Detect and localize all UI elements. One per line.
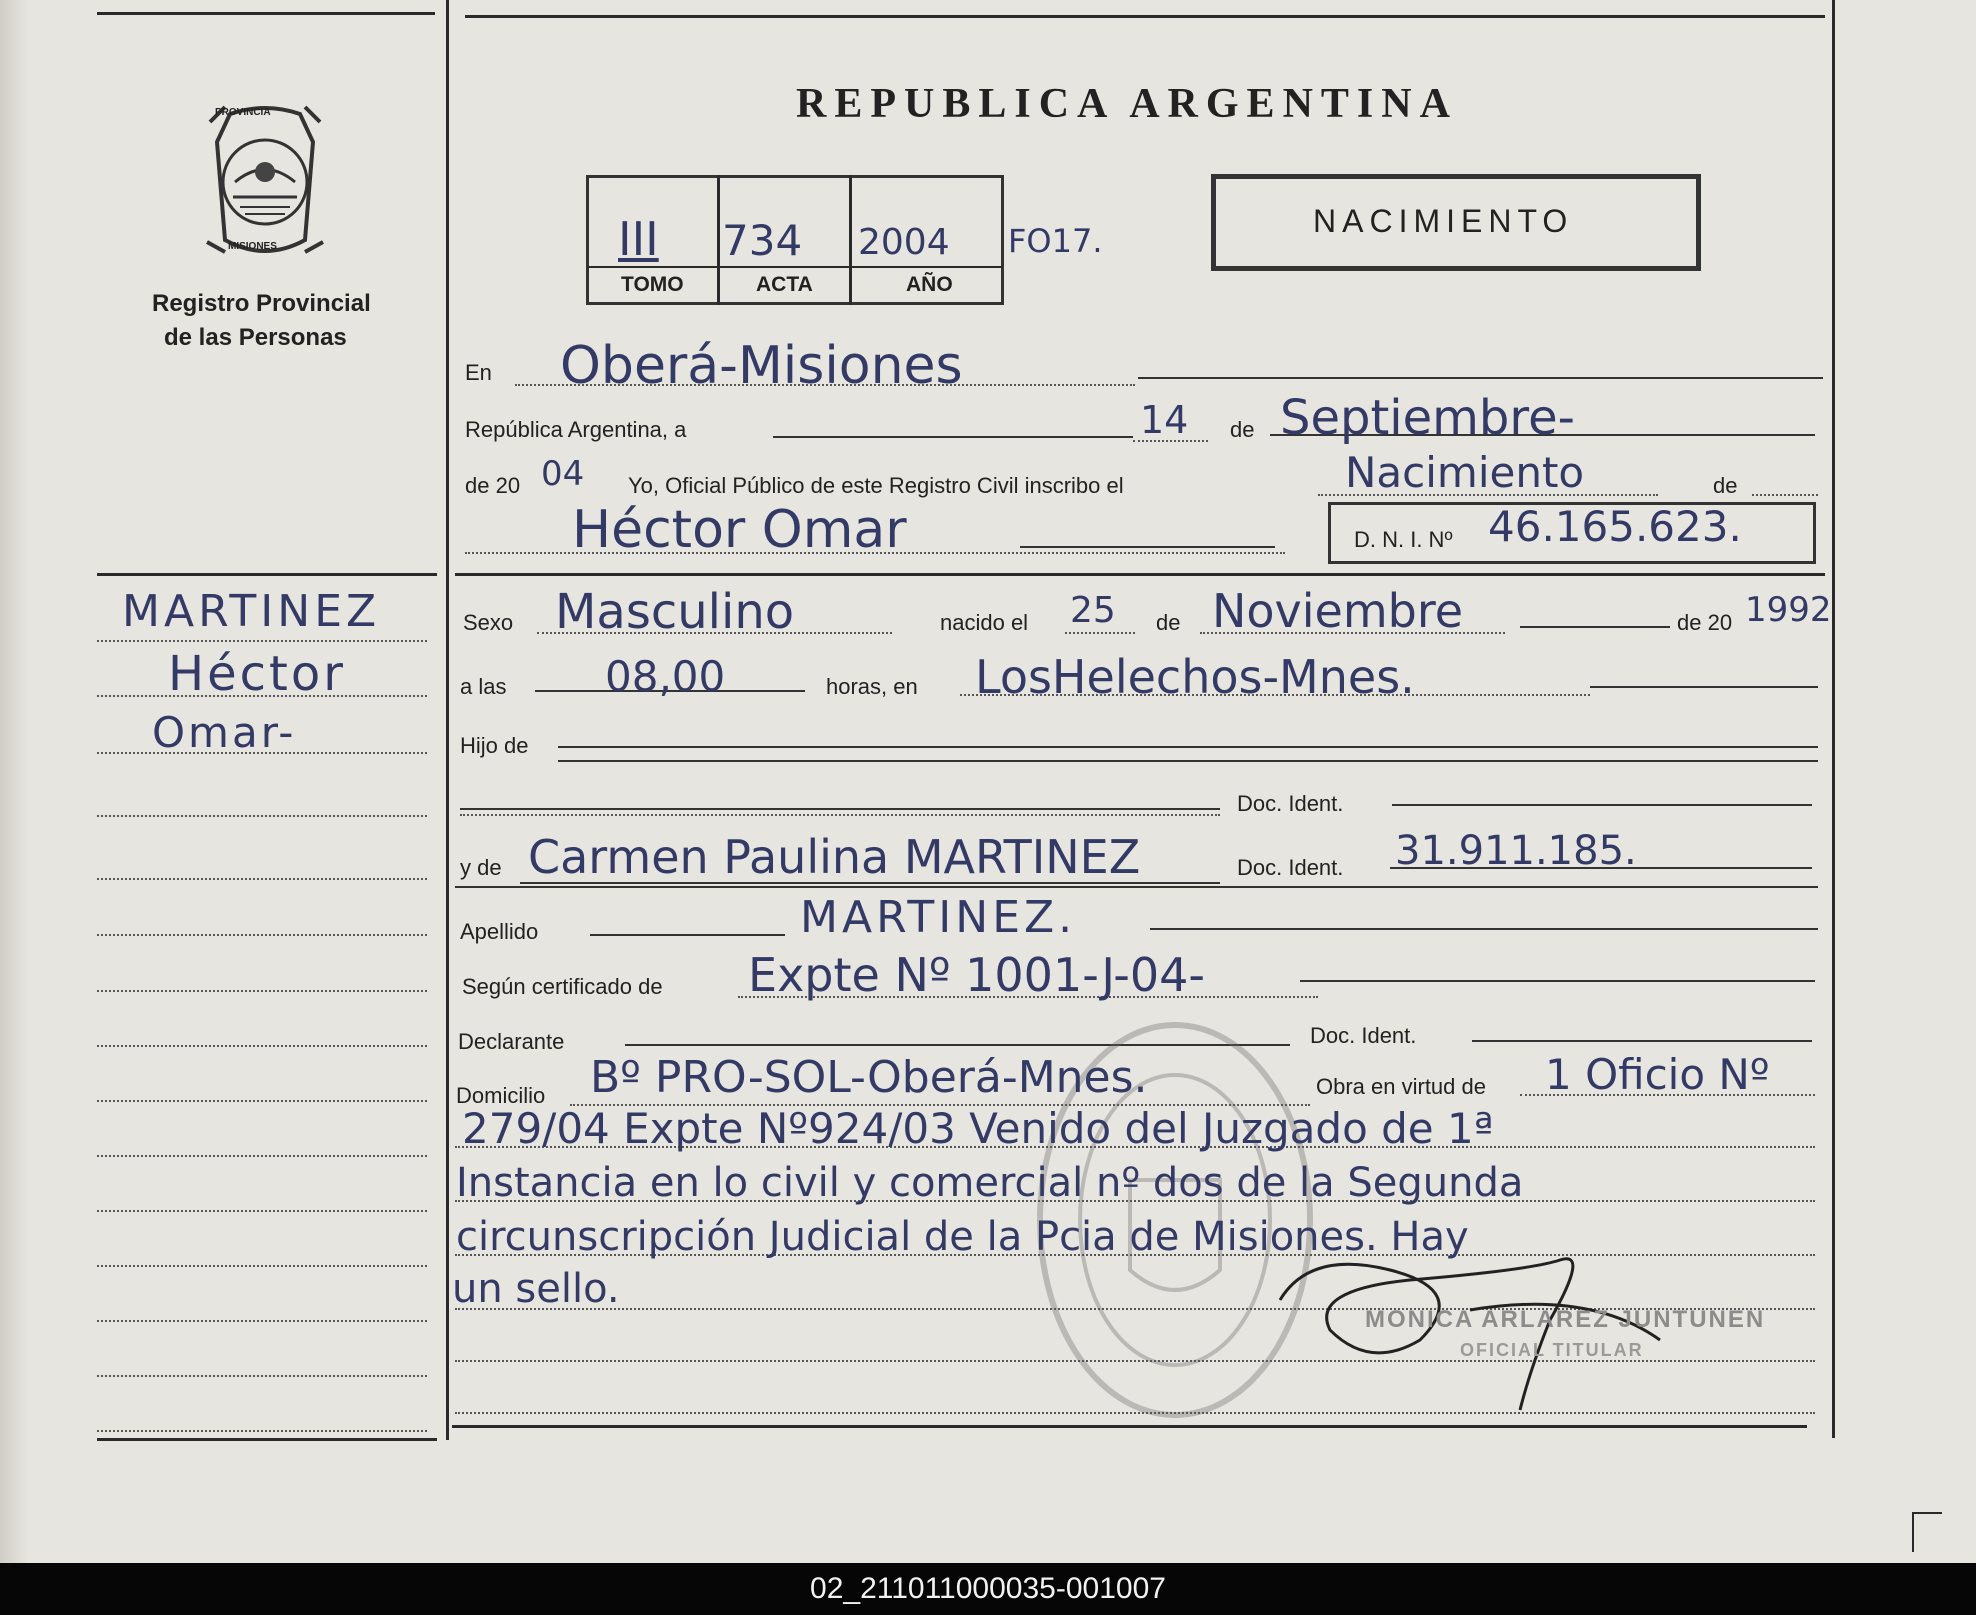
label-republica: República Argentina, a xyxy=(465,417,687,442)
corner-mark-v xyxy=(1912,1512,1914,1552)
value-madre-doc: 31.911.185. xyxy=(1395,828,1637,874)
margin-line-3 xyxy=(97,752,427,754)
label-doc-ident-3: Doc. Ident. xyxy=(1310,1023,1417,1048)
page-edge xyxy=(0,0,28,1563)
margin-line-14 xyxy=(97,1375,427,1377)
margin-line-5 xyxy=(97,878,427,880)
line-doc-ident-3 xyxy=(1472,1040,1812,1042)
value-lugar: Oberá-Misiones xyxy=(560,336,963,396)
ano-value: 2004 xyxy=(858,222,950,263)
line-apellido-left xyxy=(590,934,785,936)
margin-line-9 xyxy=(97,1100,427,1102)
value-acto: Nacimiento xyxy=(1345,448,1585,497)
line-lugar-nac-solid xyxy=(1590,686,1818,688)
right-border xyxy=(1832,0,1835,1438)
reference-divider-2 xyxy=(849,175,852,305)
top-rule-right xyxy=(465,15,1825,18)
bottom-rule-left xyxy=(97,1438,437,1441)
obs-text-4: un sello. xyxy=(452,1266,620,1312)
value-sexo: Masculino xyxy=(555,584,795,640)
label-yo-oficial: Yo, Oficial Público de este Registro Civil inscribo el xyxy=(628,473,1124,498)
margin-name-2: Omar- xyxy=(152,708,297,757)
top-rule-left xyxy=(97,12,435,15)
label-horas-en: horas, en xyxy=(826,674,918,699)
value-mes-nac: Noviembre xyxy=(1212,584,1464,638)
line-nombres-solid xyxy=(1020,546,1275,548)
value-dia: 14 xyxy=(1140,398,1189,442)
line-apellido-right xyxy=(1150,928,1818,930)
stamp-name: MONICA ARLAREZ JUNTUNEN xyxy=(1365,1306,1766,1333)
registry-name-line1: Registro Provincial xyxy=(152,290,371,317)
margin-line-2 xyxy=(97,695,427,697)
margin-surname: MARTINEZ xyxy=(122,586,381,637)
line-fecha xyxy=(773,436,1133,438)
value-mes: Septiembre- xyxy=(1280,390,1575,446)
act-type: NACIMIENTO xyxy=(1313,203,1574,239)
line-mes-nac-solid xyxy=(1520,626,1670,628)
margin-line-1 xyxy=(97,640,427,642)
label-doc-ident-1: Doc. Ident. xyxy=(1237,791,1344,816)
reference-header-line xyxy=(588,266,1002,268)
margin-line-8 xyxy=(97,1045,427,1047)
value-anio-nac: 1992 xyxy=(1745,590,1832,630)
value-certificado: Expte Nº 1001-J-04- xyxy=(748,948,1206,1002)
line-hijo-de-2 xyxy=(558,760,1818,762)
margin-line-6 xyxy=(97,934,427,936)
value-anio-inscripcion: 04 xyxy=(541,454,585,494)
column-separator xyxy=(446,0,449,1440)
line-en-solid xyxy=(1138,377,1823,379)
value-dni: 46.165.623. xyxy=(1488,502,1742,551)
margin-line-13 xyxy=(97,1320,427,1322)
section-rule-sexo xyxy=(455,573,1825,576)
margin-line-15 xyxy=(97,1430,427,1432)
margin-name-1: Héctor xyxy=(168,646,346,702)
label-y-de: y de xyxy=(460,855,502,880)
margin-line-12 xyxy=(97,1265,427,1267)
stamp-role: OFICIAL TITULAR xyxy=(1460,1340,1644,1360)
line-padre xyxy=(460,814,1220,816)
value-obra: 1 Oficio Nº xyxy=(1545,1050,1770,1099)
obs-text-1: 279/04 Expte Nº924/03 Venido del Juzgado de 1ª xyxy=(462,1104,1494,1153)
line-padre-solid xyxy=(460,808,1220,810)
acta-value: 734 xyxy=(722,216,803,265)
line-certificado-solid xyxy=(1300,980,1815,982)
line-hijo-de-1 xyxy=(558,746,1818,748)
image-caption: 02_211011000035-001007 xyxy=(0,1563,1976,1615)
label-obra: Obra en virtud de xyxy=(1316,1074,1486,1099)
line-de2 xyxy=(1752,494,1818,496)
label-apellido: Apellido xyxy=(460,919,539,944)
tomo-label: TOMO xyxy=(621,273,684,296)
registry-name-line2: de las Personas xyxy=(164,324,347,351)
emblem-text-bottom: MISIONES xyxy=(228,241,277,252)
emblem-text-top: PROVINCIA xyxy=(215,107,271,118)
label-dni: D. N. I. Nº xyxy=(1354,527,1453,552)
label-doc-ident-2: Doc. Ident. xyxy=(1237,855,1344,880)
obs-text-3: circunscripción Judicial de la Pcia de Misiones. Hay xyxy=(456,1214,1469,1260)
value-dia-nac: 25 xyxy=(1070,590,1116,631)
line-doc-ident-1 xyxy=(1392,804,1812,806)
value-lugar-nac: LosHelechos-Mnes. xyxy=(975,650,1415,704)
label-de1: de xyxy=(1230,417,1255,442)
label-domicilio: Domicilio xyxy=(456,1083,546,1108)
label-sexo: Sexo xyxy=(463,610,514,635)
ano-label: AÑO xyxy=(906,273,953,296)
margin-line-7 xyxy=(97,990,427,992)
line-madre-under xyxy=(455,886,1818,888)
margin-top-rule xyxy=(97,573,437,576)
label-a-las: a las xyxy=(460,674,507,699)
value-apellido: MARTINEZ. xyxy=(800,892,1077,943)
value-nombres: Héctor Omar xyxy=(572,500,907,560)
label-de-anio2: de 20 xyxy=(1677,610,1733,635)
reference-divider-1 xyxy=(717,175,720,305)
label-de-anio: de 20 xyxy=(465,473,521,498)
page-title: REPUBLICA ARGENTINA xyxy=(796,81,1458,127)
label-declarante: Declarante xyxy=(458,1029,565,1054)
label-hijo-de: Hijo de xyxy=(460,733,529,758)
margin-line-10 xyxy=(97,1155,427,1157)
folio-value: FO17. xyxy=(1008,222,1103,260)
margin-line-11 xyxy=(97,1210,427,1212)
label-nacido-el: nacido el xyxy=(940,610,1029,635)
margin-line-4 xyxy=(97,815,427,817)
label-de2: de xyxy=(1713,473,1738,498)
value-hora: 08,00 xyxy=(605,652,726,701)
line-dia-nac xyxy=(1065,632,1135,634)
value-domicilio: Bº PRO-SOL-Oberá-Mnes. xyxy=(590,1052,1148,1103)
value-madre: Carmen Paulina MARTINEZ xyxy=(528,830,1141,884)
acta-label: ACTA xyxy=(756,273,813,296)
obs-text-2: Instancia en lo civil y comercial nº dos de la Segunda xyxy=(456,1160,1524,1206)
provincial-emblem-icon xyxy=(195,102,335,262)
label-segun: Según certificado de xyxy=(462,974,663,999)
label-en: En xyxy=(465,360,492,385)
label-de3: de xyxy=(1156,610,1181,635)
corner-mark-h xyxy=(1912,1512,1942,1514)
tomo-value: III xyxy=(618,212,659,266)
